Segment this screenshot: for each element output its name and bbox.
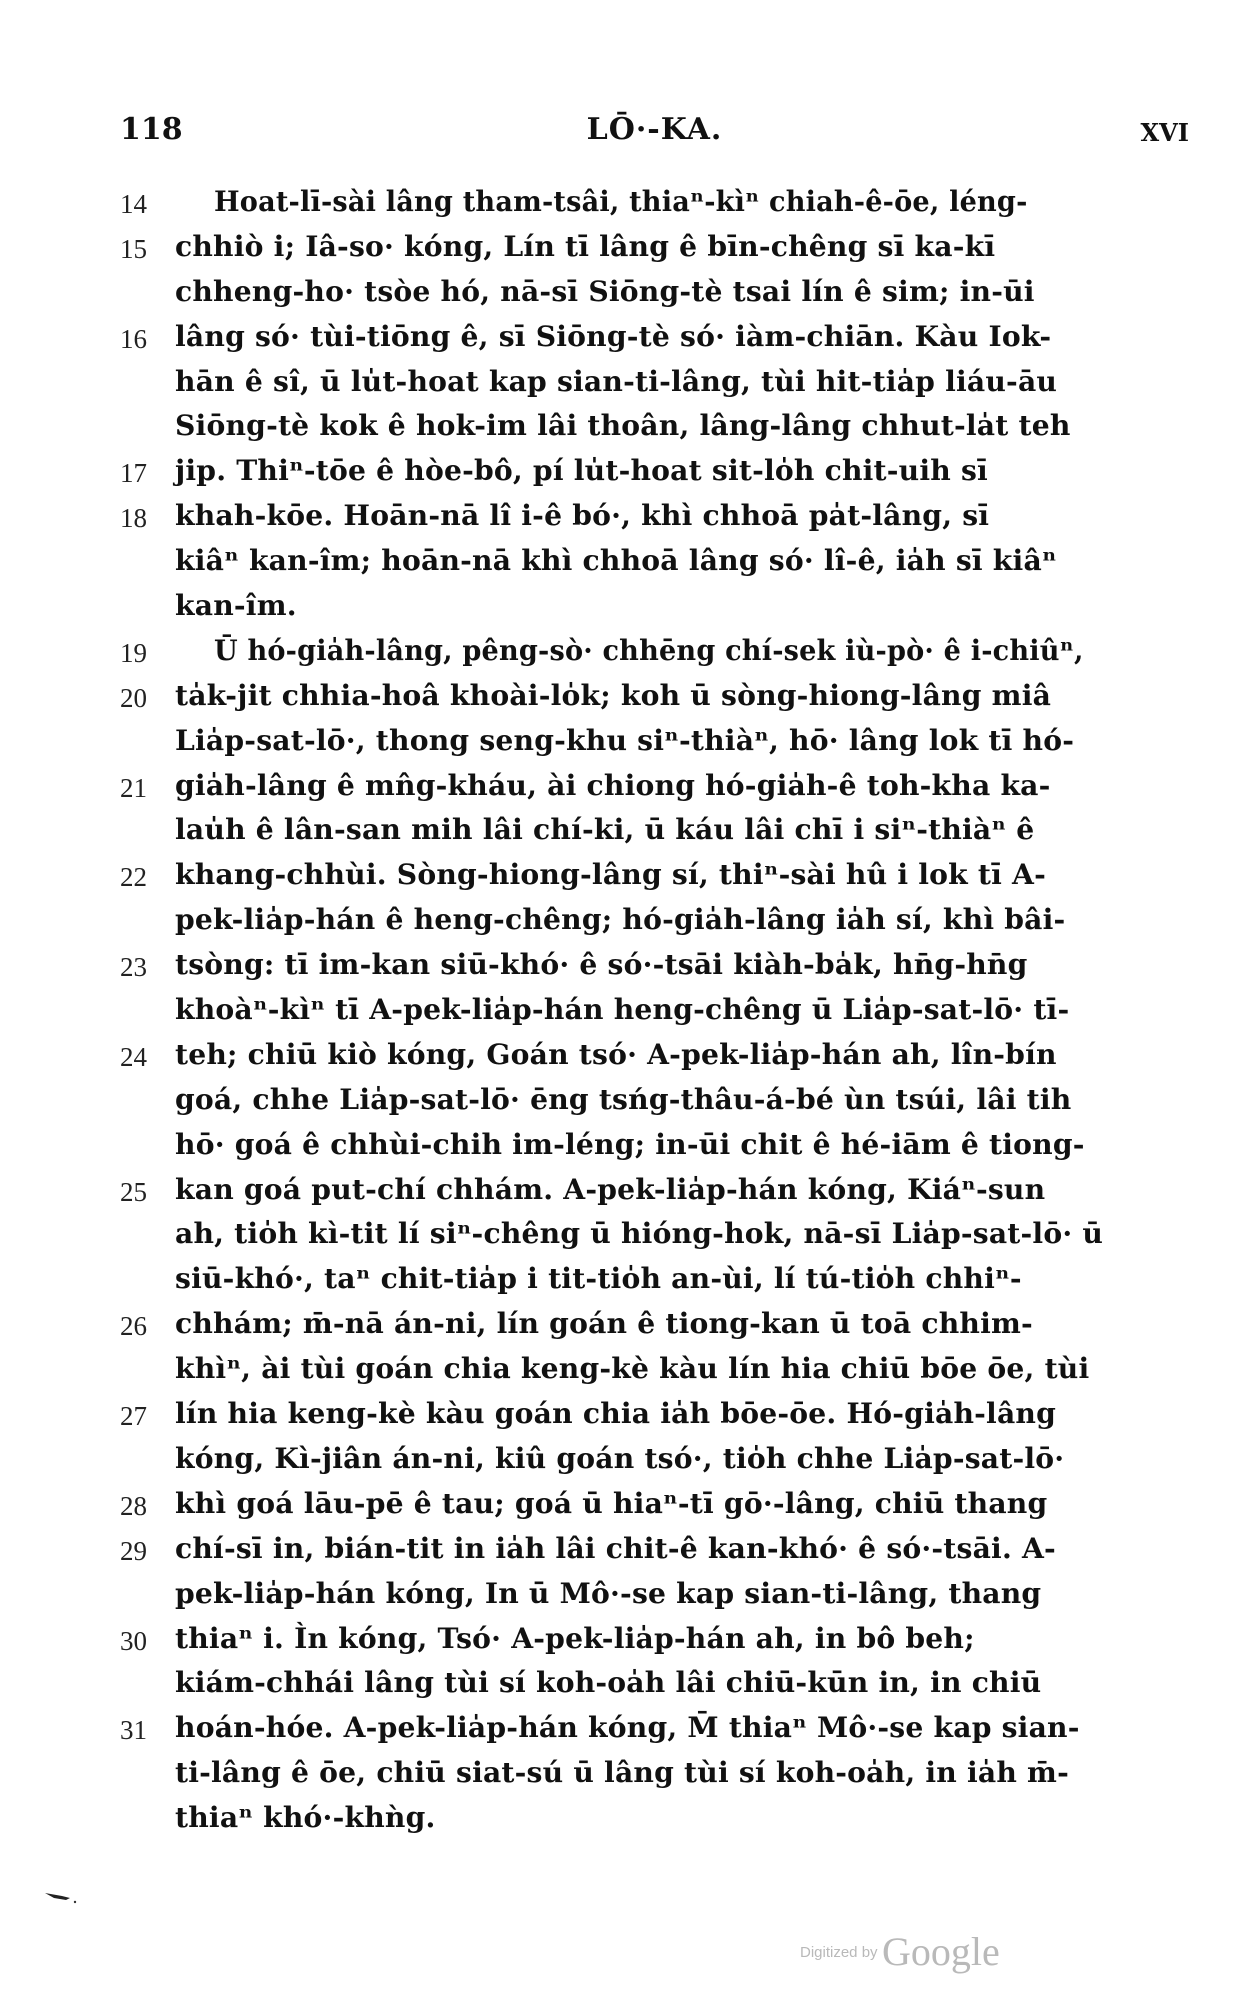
- line-text: Lia̍p-sat-lō·, thong seng-khu siⁿ-thiàⁿ, hō· lâng lok tī hó-: [175, 723, 1075, 757]
- text-line: [120, 185, 1200, 230]
- line-text: Hoat-lī-sài lâng tham-tsâi, thiaⁿ-kìⁿ chiah-ê-ōe, léng-: [214, 185, 1028, 218]
- line-text: kóng, Kì-jiân án-ni, kiû goán tsó·, tio̍h chhe Lia̍p-sat-lō·: [175, 1441, 1065, 1475]
- line-text: pek-lia̍p-hán kóng, In ū Mô·-se kap sian-ti-lâng, thang: [175, 1576, 1042, 1610]
- page-number: 118: [120, 112, 183, 147]
- digitized-watermark: [800, 1928, 1000, 1975]
- watermark-prefix: Digitized by: [800, 1944, 878, 1961]
- text-line: [120, 1756, 1200, 1801]
- text-line: [120, 1262, 1200, 1307]
- line-text: hō· goá ê chhùi-chih im-léng; in-ūi chit ê hé-iām ê tiong-: [175, 1127, 1085, 1161]
- verse-number: 25: [120, 1176, 147, 1207]
- text-line: [120, 1397, 1200, 1442]
- line-text: kan goá put-chí chhám. A-pek-lia̍p-hán kóng, Kiáⁿ-sun: [175, 1172, 1046, 1206]
- text-line: [120, 724, 1200, 769]
- text-line: [120, 858, 1200, 903]
- text-line: [120, 1711, 1200, 1756]
- text-line: [120, 1801, 1200, 1846]
- text-line: [120, 1217, 1200, 1262]
- line-text: gia̍h-lâng ê mn̂g-kháu, ài chiong hó-gia̍h-ê toh-kha ka-: [175, 768, 1051, 802]
- text-line: [120, 1307, 1200, 1352]
- line-text: hoán-hóe. A-pek-lia̍p-hán kóng, M̄ thiaⁿ Mô·-se kap sian-: [175, 1711, 1080, 1745]
- line-text: lau̍h ê lân-san mih lâi chí-ki, ū káu lâi chī i siⁿ-thiàⁿ ê: [175, 813, 1035, 847]
- text-line: [120, 1173, 1200, 1218]
- line-text: ti-lâng ê ōe, chiū siat-sú ū lâng tùi sí koh-oa̍h, in ia̍h m̄-: [175, 1756, 1069, 1790]
- text-line: [120, 544, 1200, 589]
- verse-number: 20: [120, 682, 147, 713]
- line-text: teh; chiū kiò kóng, Goán tsó· A-pek-lia̍p-hán ah, lîn-bín: [175, 1037, 1057, 1071]
- text-line: [120, 813, 1200, 858]
- line-text: khì goá lāu-pē ê tau; goá ū hiaⁿ-tī gō·-lâng, chiū thang: [175, 1486, 1048, 1520]
- line-text: thiaⁿ khó·-khǹg.: [175, 1801, 436, 1835]
- text-line: [120, 320, 1200, 365]
- verse-number: 30: [120, 1625, 147, 1656]
- line-text: chhám; m̄-nā án-ni, lín goán ê tiong-kan ū toā chhim-: [175, 1307, 1033, 1341]
- line-text: Siōng-tè kok ê hok-im lâi thoân, lâng-lâng chhut-la̍t teh: [175, 409, 1071, 443]
- text-line: [120, 948, 1200, 993]
- line-text: goá, chhe Lia̍p-sat-lō· ēng tsńg-thâu-á-bé ùn tsúi, lâi tih: [175, 1082, 1072, 1116]
- line-text: khah-kōe. Hoān-nā lî i-ê bó·, khì chhoā pa̍t-lâng, sī: [175, 499, 990, 533]
- text-line: [120, 1532, 1200, 1577]
- line-text: khoàⁿ-kìⁿ tī A-pek-lia̍p-hán heng-chêng ū Lia̍p-sat-lō· tī-: [175, 993, 1070, 1027]
- line-text: lín hia keng-kè kàu goán chia ia̍h bōe-ōe. Hó-gia̍h-lâng: [175, 1397, 1057, 1431]
- text-line: [120, 230, 1200, 275]
- verse-number: 23: [120, 952, 147, 983]
- text-line: [120, 634, 1200, 679]
- google-logo: Google: [882, 1929, 1000, 1974]
- line-text: khìⁿ, ài tùi goán chia keng-kè kàu lín hia chiū bōe ōe, tùi: [175, 1352, 1090, 1386]
- verse-number: 16: [120, 323, 147, 354]
- verse-number: 22: [120, 862, 147, 893]
- text-line: [120, 679, 1200, 724]
- line-text: pek-lia̍p-hán ê heng-chêng; hó-gia̍h-lâng ia̍h sí, khì bâi-: [175, 903, 1066, 937]
- text-line: [120, 589, 1200, 634]
- verse-number: 15: [120, 233, 147, 264]
- text-line: [120, 1666, 1200, 1711]
- line-text: jip. Thiⁿ-tōe ê hòe-bô, pí lu̍t-hoat sit-lo̍h chit-uih sī: [175, 454, 988, 488]
- line-text: khang-chhùi. Sòng-hiong-lâng sí, thiⁿ-sài hû i lok tī A-: [175, 858, 1047, 892]
- text-line: [120, 1352, 1200, 1397]
- verse-number: 14: [120, 189, 147, 219]
- text-line: [120, 365, 1200, 410]
- text-line: [120, 275, 1200, 320]
- text-line: [120, 1487, 1200, 1532]
- line-text: siū-khó·, taⁿ chit-tia̍p i tit-tio̍h an-ùi, lí tú-tio̍h chhiⁿ-: [175, 1262, 1022, 1296]
- verse-number: 24: [120, 1041, 147, 1072]
- text-line: [120, 409, 1200, 454]
- verse-number: 27: [120, 1401, 147, 1432]
- line-text: chí-sī in, bián-tit in ia̍h lâi chit-ê kan-khó· ê só·-tsāi. A-: [175, 1531, 1056, 1565]
- text-line: [120, 1128, 1200, 1173]
- ink-mark-icon: [44, 1890, 78, 1904]
- text-line: [120, 1038, 1200, 1083]
- line-text: kiâⁿ kan-îm; hoān-nā khì chhoā lâng só· lî-ê, ia̍h sī kiâⁿ: [175, 544, 1057, 578]
- chapter-number: XVI: [1140, 118, 1189, 147]
- text-body: [120, 185, 1200, 1846]
- text-line: [120, 1622, 1200, 1667]
- text-line: [120, 993, 1200, 1038]
- line-text: hān ê sî, ū lu̍t-hoat kap sian-ti-lâng, tùi hit-tia̍p liáu-āu: [175, 364, 1058, 398]
- line-text: ah, tio̍h kì-tit lí siⁿ-chêng ū hióng-hok, nā-sī Lia̍p-sat-lō· ū: [175, 1217, 1104, 1251]
- line-text: lâng só· tùi-tiōng ê, sī Siōng-tè só· iàm-chiān. Kàu Iok-: [175, 319, 1052, 353]
- verse-number: 21: [120, 772, 147, 803]
- text-line: [120, 1442, 1200, 1487]
- text-line: [120, 454, 1200, 499]
- line-text: thiaⁿ i. Ìn kóng, Tsó· A-pek-lia̍p-hán ah, in bô beh;: [175, 1621, 975, 1655]
- line-text: chheng-ho· tsòe hó, nā-sī Siōng-tè tsai lín ê sim; in-ūi: [175, 274, 1035, 308]
- running-title: LŌ·-KA.: [586, 112, 723, 147]
- text-line: [120, 769, 1200, 814]
- page-header: [120, 112, 1189, 160]
- line-text: Ū hó-gia̍h-lâng, pêng-sò· chhēng chí-sek iù-pò· ê i-chiûⁿ,: [214, 633, 1084, 667]
- verse-number: 18: [120, 503, 147, 534]
- line-text: chhiò i; Iâ-so· kóng, Lín tī lâng ê bīn-chêng sī ka-kī: [175, 229, 996, 263]
- verse-number: 26: [120, 1311, 147, 1342]
- verse-number: 29: [120, 1535, 147, 1566]
- text-line: [120, 1083, 1200, 1128]
- line-text: ta̍k-jit chhia-hoâ khoài-lo̍k; koh ū sòng-hiong-lâng miâ: [175, 678, 1052, 712]
- verse-number: 31: [120, 1715, 147, 1746]
- text-line: [120, 903, 1200, 948]
- line-text: kan-îm.: [175, 589, 297, 623]
- line-text: tsòng: tī im-kan siū-khó· ê só·-tsāi kiàh-ba̍k, hn̄g-hn̄g: [175, 948, 1028, 982]
- text-line: [120, 499, 1200, 544]
- text-line: [120, 1577, 1200, 1622]
- verse-number: 28: [120, 1490, 147, 1521]
- verse-number: 19: [120, 637, 147, 668]
- verse-number: 17: [120, 458, 147, 489]
- line-text: kiám-chhái lâng tùi sí koh-oa̍h lâi chiū-kūn in, in chiū: [175, 1666, 1042, 1700]
